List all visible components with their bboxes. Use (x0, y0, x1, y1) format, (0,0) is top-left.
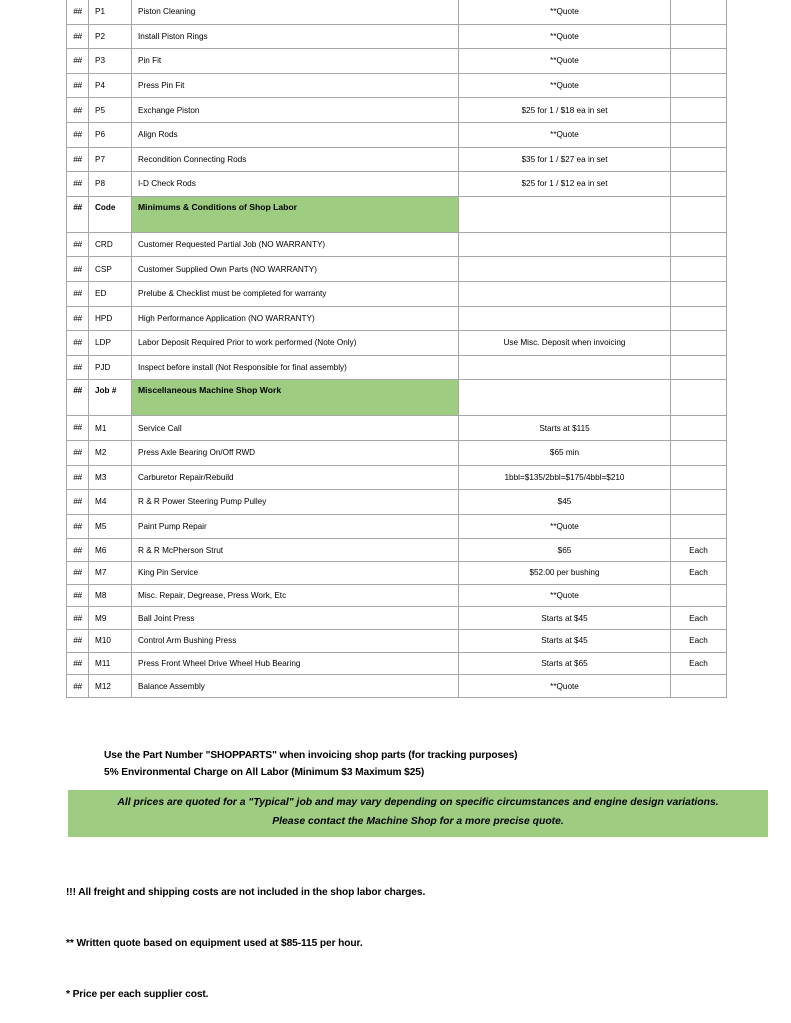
code-cell: P4 (89, 73, 132, 98)
description-cell: Piston Cleaning (132, 0, 459, 24)
unit-cell (671, 584, 727, 607)
row-marker-cell: ## (67, 652, 89, 675)
unit-cell (671, 281, 727, 306)
row-marker-cell: ## (67, 331, 89, 356)
code-cell: P7 (89, 147, 132, 172)
price-cell: **Quote (459, 0, 671, 24)
description-cell: High Performance Application (NO WARRANTY) (132, 306, 459, 331)
description-cell: Exchange Piston (132, 98, 459, 123)
code-cell: M5 (89, 514, 132, 539)
table-row (67, 98, 727, 123)
row-marker-cell: ## (67, 630, 89, 653)
table-row (67, 331, 727, 356)
price-cell (459, 281, 671, 306)
code-cell: P6 (89, 122, 132, 147)
description-cell: Misc. Repair, Degrease, Press Work, Etc (132, 584, 459, 607)
freight-footnote: !!! All freight and shipping costs are not included in the shop labor charges. (66, 887, 426, 898)
code-cell: P5 (89, 98, 132, 123)
row-marker-cell: ## (67, 490, 89, 515)
price-cell: **Quote (459, 514, 671, 539)
table-row (67, 232, 727, 257)
unit-cell (671, 440, 727, 465)
price-cell: Starts at $45 (459, 607, 671, 630)
row-marker-cell: ## (67, 196, 89, 232)
description-cell: Press Axle Bearing On/Off RWD (132, 440, 459, 465)
code-cell: P8 (89, 172, 132, 197)
code-cell: M6 (89, 539, 132, 562)
code-cell: HPD (89, 306, 132, 331)
row-marker-cell: ## (67, 584, 89, 607)
table-row (67, 416, 727, 441)
unit-cell (671, 675, 727, 698)
unit-cell (671, 98, 727, 123)
price-cell: $52.00 per bushing (459, 561, 671, 584)
code-cell: M8 (89, 584, 132, 607)
supplier-cost-footnote: * Price per each supplier cost. (66, 989, 209, 1000)
row-marker-cell: ## (67, 0, 89, 24)
table-row (67, 584, 727, 607)
table-section-header-row (67, 196, 727, 232)
description-cell: Miscellaneous Machine Shop Work (132, 380, 459, 416)
description-cell: Service Call (132, 416, 459, 441)
code-cell: Code (89, 196, 132, 232)
unit-cell (671, 331, 727, 356)
typical-job-disclaimer-banner: All prices are quoted for a "Typical" job and may vary depending on specific circumstances and engine design variations. Please contact the Machine Shop for a more precise quote. (68, 790, 768, 837)
row-marker-cell: ## (67, 122, 89, 147)
table-row (67, 561, 727, 584)
table-row (67, 122, 727, 147)
row-marker-cell: ## (67, 514, 89, 539)
code-cell: M7 (89, 561, 132, 584)
description-cell: R & R McPherson Strut (132, 539, 459, 562)
shop-labor-table (66, 0, 727, 698)
shopparts-note-line-1: Use the Part Number "SHOPPARTS" when invoicing shop parts (for tracking purposes) (104, 750, 518, 761)
table-row (67, 306, 727, 331)
price-cell: Starts at $65 (459, 652, 671, 675)
code-cell: LDP (89, 331, 132, 356)
code-cell: ED (89, 281, 132, 306)
description-cell: R & R Power Steering Pump Pulley (132, 490, 459, 515)
table-row (67, 440, 727, 465)
price-cell: 1bbl=$135/2bbl=$175/4bbl=$210 (459, 465, 671, 490)
price-cell (459, 355, 671, 380)
description-cell: King Pin Service (132, 561, 459, 584)
unit-cell (671, 257, 727, 282)
unit-cell (671, 416, 727, 441)
unit-cell (671, 196, 727, 232)
description-cell: I-D Check Rods (132, 172, 459, 197)
description-cell: Recondition Connecting Rods (132, 147, 459, 172)
description-cell: Customer Supplied Own Parts (NO WARRANTY) (132, 257, 459, 282)
unit-cell: Each (671, 539, 727, 562)
description-cell: Balance Assembly (132, 675, 459, 698)
table-row (67, 675, 727, 698)
table-row (67, 24, 727, 49)
code-cell: M10 (89, 630, 132, 653)
row-marker-cell: ## (67, 49, 89, 74)
description-cell: Pin Fit (132, 49, 459, 74)
unit-cell (671, 147, 727, 172)
table-row (67, 514, 727, 539)
table-row (67, 147, 727, 172)
code-cell: P1 (89, 0, 132, 24)
row-marker-cell: ## (67, 257, 89, 282)
table-row (67, 652, 727, 675)
row-marker-cell: ## (67, 24, 89, 49)
table-section-header-row (67, 380, 727, 416)
row-marker-cell: ## (67, 539, 89, 562)
price-cell: **Quote (459, 73, 671, 98)
price-cell: **Quote (459, 122, 671, 147)
code-cell: M4 (89, 490, 132, 515)
description-cell: Carburetor Repair/Rebuild (132, 465, 459, 490)
unit-cell: Each (671, 607, 727, 630)
code-cell: CRD (89, 232, 132, 257)
row-marker-cell: ## (67, 380, 89, 416)
shopparts-note (104, 748, 517, 781)
code-cell: M11 (89, 652, 132, 675)
unit-cell: Each (671, 561, 727, 584)
price-cell (459, 306, 671, 331)
code-cell: M9 (89, 607, 132, 630)
code-cell: M3 (89, 465, 132, 490)
price-cell: $65 (459, 539, 671, 562)
price-cell: $65 min (459, 440, 671, 465)
description-cell: Minimums & Conditions of Shop Labor (132, 196, 459, 232)
row-marker-cell: ## (67, 73, 89, 98)
description-cell: Install Piston Rings (132, 24, 459, 49)
description-cell: Control Arm Bushing Press (132, 630, 459, 653)
unit-cell: Each (671, 630, 727, 653)
row-marker-cell: ## (67, 561, 89, 584)
shopparts-note-line-2: 5% Environmental Charge on All Labor (Minimum $3 Maximum $25) (104, 766, 425, 778)
price-cell (459, 232, 671, 257)
description-cell: Ball Joint Press (132, 607, 459, 630)
unit-cell (671, 24, 727, 49)
code-cell: Job # (89, 380, 132, 416)
unit-cell (671, 232, 727, 257)
code-cell: CSP (89, 257, 132, 282)
row-marker-cell: ## (67, 232, 89, 257)
description-cell: Prelube & Checklist must be completed for warranty (132, 281, 459, 306)
unit-cell (671, 490, 727, 515)
table-row (67, 281, 727, 306)
price-cell: $45 (459, 490, 671, 515)
table-row (67, 490, 727, 515)
description-cell: Press Pin Fit (132, 73, 459, 98)
price-cell: $25 for 1 / $12 ea in set (459, 172, 671, 197)
code-cell: M12 (89, 675, 132, 698)
unit-cell: Each (671, 652, 727, 675)
price-cell: **Quote (459, 584, 671, 607)
unit-cell (671, 0, 727, 24)
unit-cell (671, 306, 727, 331)
price-cell: $25 for 1 / $18 ea in set (459, 98, 671, 123)
price-cell: **Quote (459, 49, 671, 74)
table-body (67, 0, 727, 698)
code-cell: P3 (89, 49, 132, 74)
row-marker-cell: ## (67, 465, 89, 490)
price-cell (459, 257, 671, 282)
row-marker-cell: ## (67, 281, 89, 306)
price-cell: Starts at $115 (459, 416, 671, 441)
row-marker-cell: ## (67, 675, 89, 698)
code-cell: PJD (89, 355, 132, 380)
table-row (67, 630, 727, 653)
row-marker-cell: ## (67, 147, 89, 172)
price-cell: $35 for 1 / $27 ea in set (459, 147, 671, 172)
description-cell: Align Rods (132, 122, 459, 147)
unit-cell (671, 355, 727, 380)
unit-cell (671, 122, 727, 147)
description-cell: Labor Deposit Required Prior to work performed (Note Only) (132, 331, 459, 356)
description-cell: Paint Pump Repair (132, 514, 459, 539)
code-cell: P2 (89, 24, 132, 49)
row-marker-cell: ## (67, 306, 89, 331)
row-marker-cell: ## (67, 172, 89, 197)
table-row (67, 539, 727, 562)
price-cell: Use Misc. Deposit when invoicing (459, 331, 671, 356)
unit-cell (671, 465, 727, 490)
price-cell: **Quote (459, 675, 671, 698)
table-row (67, 49, 727, 74)
row-marker-cell: ## (67, 607, 89, 630)
price-cell: **Quote (459, 24, 671, 49)
price-cell (459, 380, 671, 416)
row-marker-cell: ## (67, 355, 89, 380)
unit-cell (671, 73, 727, 98)
description-cell: Press Front Wheel Drive Wheel Hub Bearing (132, 652, 459, 675)
table-row (67, 0, 727, 24)
table-row (67, 73, 727, 98)
price-cell: Starts at $45 (459, 630, 671, 653)
unit-cell (671, 380, 727, 416)
unit-cell (671, 514, 727, 539)
code-cell: M2 (89, 440, 132, 465)
table-row (67, 465, 727, 490)
row-marker-cell: ## (67, 440, 89, 465)
price-cell (459, 196, 671, 232)
row-marker-cell: ## (67, 98, 89, 123)
code-cell: M1 (89, 416, 132, 441)
unit-cell (671, 49, 727, 74)
table-row (67, 257, 727, 282)
row-marker-cell: ## (67, 416, 89, 441)
table-row (67, 607, 727, 630)
description-cell: Inspect before install (Not Responsible for final assembly) (132, 355, 459, 380)
table-row (67, 172, 727, 197)
unit-cell (671, 172, 727, 197)
description-cell: Customer Requested Partial Job (NO WARRANTY) (132, 232, 459, 257)
table-row (67, 355, 727, 380)
written-quote-footnote: ** Written quote based on equipment used at $85-115 per hour. (66, 938, 363, 949)
